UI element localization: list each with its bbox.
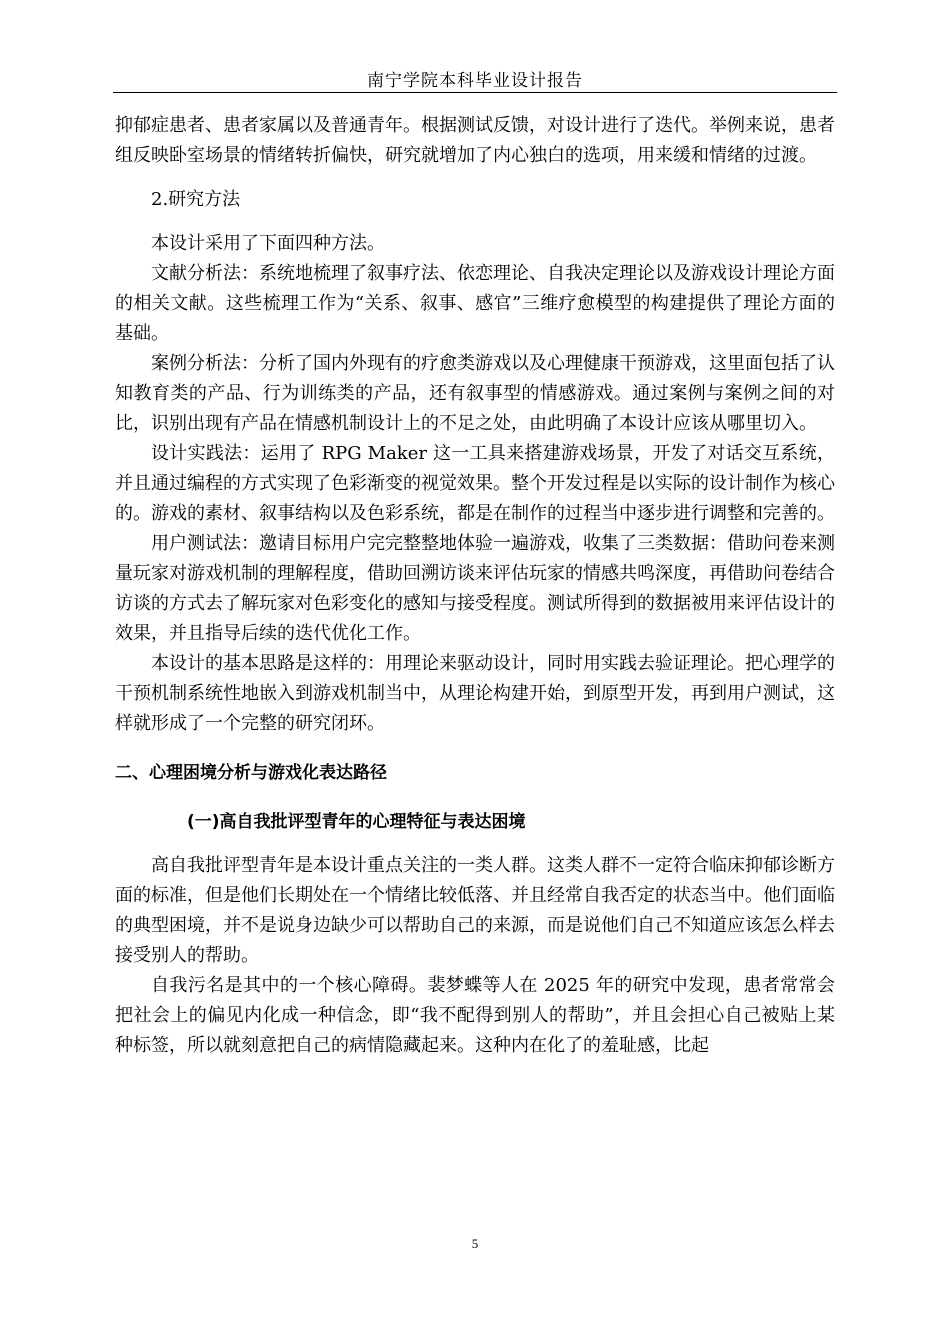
paragraph-methods-intro: 本设计采用了下面四种方法。: [151, 233, 385, 254]
paragraph-user-testing: 用户测试法：邀请目标用户完完整整地体验一遍游戏，收集了三类数据：借助问卷来测量玩家对游戏机制的理解程度，借助回溯访谈来评估玩家的情感共鸣深度，再借助问卷结合访谈的方式去了解玩家对色彩变化的感知与接受程度。测试所得到的数据被用来评估设计的效果，并且指导后续的迭代优化工作。: [115, 533, 835, 644]
header-rule: [113, 92, 837, 93]
paragraph-continued: 抑郁症患者、患者家属以及普通青年。根据测试反馈，对设计进行了迭代。举例来说，患者组反映卧室场景的情绪转折偏快，研究就增加了内心独白的选项，用来缓和情绪的过渡。: [115, 115, 835, 166]
page-number: 5: [471, 1236, 479, 1251]
page-header: 南宁学院本科毕业设计报告: [367, 71, 583, 91]
subsection-heading-methods: 2.研究方法: [151, 189, 241, 210]
paragraph-design-practice: 设计实践法：运用了 RPG Maker 这一工具来搭建游戏场景，开发了对话交互系统，并且通过编程的方式实现了色彩渐变的视觉效果。整个开发过程是以实际的设计制作为核心的。游戏的素材、叙事结构以及色彩系统，都是在制作的过程当中逐步进行调整和完善的。: [115, 443, 835, 524]
section-heading: 二、心理困境分析与游戏化表达路径: [115, 763, 387, 783]
paragraph-research-approach: 本设计的基本思路是这样的：用理论来驱动设计，同时用实践去验证理论。把心理学的干预机制系统性地嵌入到游戏机制当中，从理论构建开始，到原型开发，再到用户测试，这样就形成了一个完整的研究闭环。: [115, 653, 835, 734]
paragraph-literature-analysis: 文献分析法：系统地梳理了叙事疗法、依恋理论、自我决定理论以及游戏设计理论方面的相关文献。这些梳理工作为“关系、叙事、感官”三维疗愈模型的构建提供了理论方面的基础。: [115, 263, 835, 344]
body-text: [115, 111, 835, 1061]
subsection-heading: (一)高自我批评型青年的心理特征与表达困境: [187, 812, 526, 832]
paragraph-case-analysis: 案例分析法：分析了国内外现有的疗愈类游戏以及心理健康干预游戏，这里面包括了认知教育类的产品、行为训练类的产品，还有叙事型的情感游戏。通过案例与案例之间的对比，识别出现有产品在情感机制设计上的不足之处，由此明确了本设计应该从哪里切入。: [115, 353, 835, 434]
paragraph-self-stigma: 自我污名是其中的一个核心障碍。裴梦蝶等人在 2025 年的研究中发现，患者常常会把社会上的偏见内化成一种信念，即“我不配得到别人的帮助”，并且会担心自己被贴上某种标签，所以就刻意把自己的病情隐藏起来。这种内在化了的羞耻感，比起: [115, 975, 835, 1056]
paragraph-target-group: 高自我批评型青年是本设计重点关注的一类人群。这类人群不一定符合临床抑郁诊断方面的标准，但是他们长期处在一个情绪比较低落、并且经常自我否定的状态当中。他们面临的典型困境，并不是说身边缺少可以帮助自己的来源，而是说他们自己不知道应该怎么样去接受别人的帮助。: [115, 855, 835, 966]
